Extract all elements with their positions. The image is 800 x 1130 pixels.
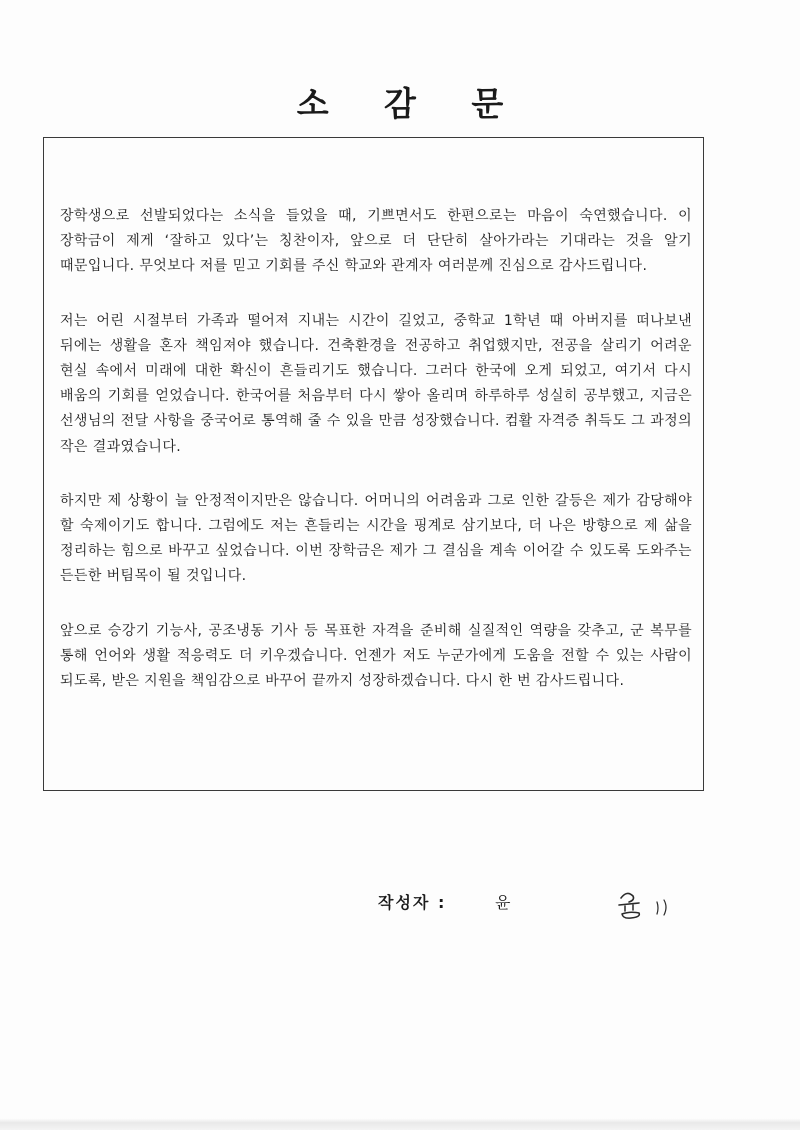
paragraph-background: 저는 어린 시절부터 가족과 떨어져 지내는 시간이 길었고, 중학교 1학년 때 아버지를 떠나보낸 뒤에는 생활을 혼자 책임져야 했습니다. 건축환경을 전공하고 취업했지만, 전공을 살리기 어려운 현실 속에서 미래에 대한 확신이 흔들리기도 했습니다. 그러다 한국에 오게 되었고, 여기서 다시 배움의 기회를 얻었습니다. 한국어를 처음부터 다시 쌓아 올리며 하루하루 성실히 공부했고, 지금은 선생님의 전달 사항을 중국어로 통역해 줄 수 있을 만큼 성장했습니다. 컴활 자격증 취득도 그 과정의 작은 결과였습니다.	[60, 312, 692, 455]
letter-content	[60, 204, 692, 723]
signature-block	[378, 886, 698, 922]
handwritten-signature	[613, 886, 683, 922]
author-name: 윤	[495, 893, 511, 912]
paragraph-challenges: 하지만 제 상황이 늘 안정적이지만은 않습니다. 어머니의 어려움과 그로 인한 갈등은 제가 감당해야 할 숙제이기도 합니다. 그럼에도 저는 흔들리는 시간을 핑계로 삼기보다, 더 나은 방향으로 제 삶을 정리하는 힘으로 바꾸고 싶었습니다. 이번 장학금은 제가 그 결심을 계속 이어갈 수 있도록 도와주는 든든한 버팀목이 될 것입니다.	[60, 492, 692, 585]
paragraph-future-plans: 앞으로 승강기 기능사, 공조냉동 기사 등 목표한 자격을 준비해 실질적인 역량을 갖추고, 군 복무를 통해 언어와 생활 적응력도 더 키우겠습니다. 언젠가 저도 누군가에게 도움을 전할 수 있는 사람이 되도록, 받은 지원을 책임감으로 바꾸어 끝까지 성장하겠습니다. 다시 한 번 감사드립니다.	[60, 622, 692, 690]
signature-label: 작성자 :	[378, 893, 447, 912]
letter-body-box	[43, 137, 704, 791]
paragraph-gratitude: 장학생으로 선발되었다는 소식을 들었을 때, 기쁘면서도 한편으로는 마음이 숙연했습니다. 이 장학금이 제게 ‘잘하고 있다’는 칭찬이자, 앞으로 더 단단히 살아가라는 기대라는 것을 알기 때문입니다. 무엇보다 저를 믿고 기회를 주신 학교와 관계자 여러분께 진심으로 감사드립니다.	[60, 208, 692, 275]
page-title: 소 감 문	[296, 84, 526, 123]
scan-edge	[0, 1118, 800, 1130]
